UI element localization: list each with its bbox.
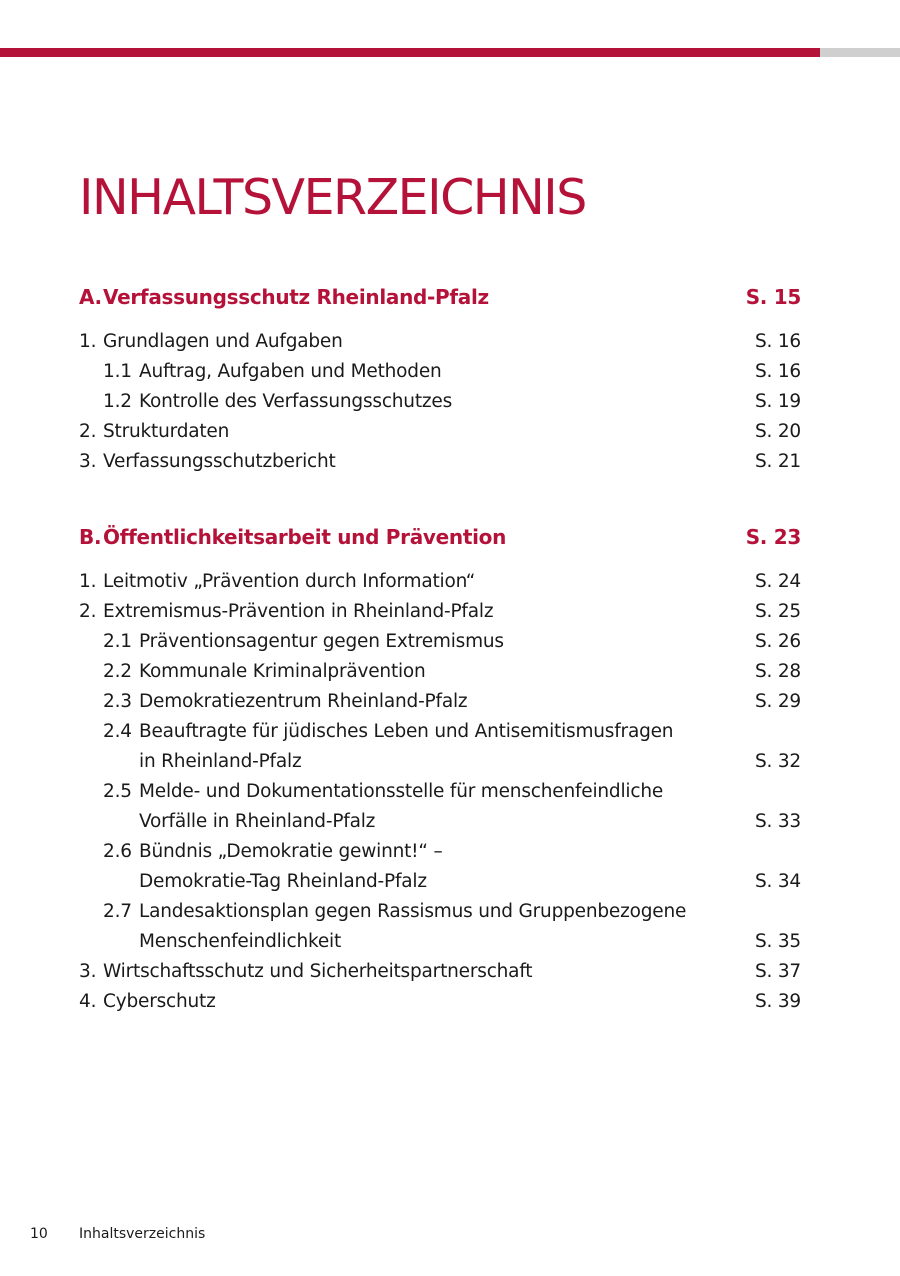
entry-title-line-2: in Rheinland-Pfalz [139,751,302,772]
entry-page: S. 16 [754,331,801,352]
entry-page: S. 26 [754,631,801,652]
entry-title: Strukturdaten [103,421,230,442]
toc-entry[interactable] [79,567,801,597]
toc-section-b [79,521,801,1017]
entry-title: Wirtschaftsschutz und Sicherheitspartnerschaft [103,961,533,982]
entry-number: 4. [79,991,97,1012]
entry-title-line-2: Vorfälle in Rheinland-Pfalz [139,811,376,832]
entry-number: 2.6 [103,841,132,862]
toc-entry[interactable] [79,687,801,717]
entry-number: 2.5 [103,781,132,802]
page-footer [30,1224,205,1244]
entry-number: 2.4 [103,721,132,742]
entry-page: S. 25 [754,601,801,622]
entry-title: Cyberschutz [103,991,216,1012]
section-title: Verfassungsschutz Rheinland-Pfalz [103,285,489,309]
entry-page: S. 35 [754,931,801,952]
toc-section-heading[interactable] [79,281,801,313]
entry-title-line-2: Demokratie-Tag Rheinland-Pfalz [139,871,427,892]
toc-entry[interactable] [79,597,801,627]
toc-entry[interactable] [79,417,801,447]
footer-label: Inhaltsverzeichnis [79,1226,206,1242]
toc-entry[interactable] [79,657,801,687]
entry-page: S. 16 [754,361,801,382]
entry-title-line-2: Menschenfeindlichkeit [139,931,342,952]
entry-title-line-1: Bündnis „Demokratie gewinnt!“ – [139,841,443,862]
entry-number: 2.1 [103,631,132,652]
entry-page: S. 39 [754,991,801,1012]
entry-number: 2.7 [103,901,132,922]
entry-title: Verfassungsschutzbericht [103,451,336,472]
entry-page: S. 24 [754,571,801,592]
entry-number: 3. [79,451,97,472]
entry-page: S. 20 [754,421,801,442]
entry-number: 2. [79,421,97,442]
entry-number: 1.2 [103,391,132,412]
entry-title-line-1: Beauftragte für jüdisches Leben und Antisemitismusfragen [139,721,674,742]
toc-entry[interactable] [79,327,801,357]
entry-title: Extremismus-Prävention in Rheinland-Pfalz [103,601,494,622]
section-page: S. 15 [745,285,801,309]
entry-number: 1.1 [103,361,132,382]
toc-entry[interactable] [79,837,801,897]
section-letter: B. [79,525,102,549]
entry-number: 3. [79,961,97,982]
entry-title: Präventionsagentur gegen Extremismus [139,631,504,652]
entry-page: S. 33 [754,811,801,832]
entry-title: Kontrolle des Verfassungsschutzes [139,391,453,412]
toc-entry[interactable] [79,387,801,417]
entry-number: 2. [79,601,97,622]
toc-entry[interactable] [79,627,801,657]
toc-entry[interactable] [79,717,801,777]
section-title: Öffentlichkeitsarbeit und Prävention [103,525,507,549]
entry-number: 2.3 [103,691,132,712]
toc-section-heading[interactable] [79,521,801,553]
page-title: INHALTSVERZEICHNIS [79,169,586,226]
entry-number: 2.2 [103,661,132,682]
entry-title-line-1: Landesaktionsplan gegen Rassismus und Gruppenbezogene [139,901,687,922]
toc-entry[interactable] [79,897,801,957]
entry-title: Kommunale Kriminalprävention [139,661,426,682]
entry-page: S. 37 [754,961,801,982]
top-grey-bar [820,48,900,57]
section-letter: A. [79,285,102,309]
entry-page: S. 28 [754,661,801,682]
entry-title-line-1: Melde- und Dokumentationsstelle für menschenfeindliche [139,781,664,802]
entry-page: S. 21 [754,451,801,472]
entry-page: S. 29 [754,691,801,712]
entry-title: Auftrag, Aufgaben und Methoden [139,361,442,382]
entry-number: 1. [79,331,97,352]
entry-number: 1. [79,571,97,592]
entry-page: S. 32 [754,751,801,772]
footer-page-number: 10 [30,1226,48,1242]
toc-entry[interactable] [79,777,801,837]
toc-entry[interactable] [79,987,801,1017]
toc-entry[interactable] [79,957,801,987]
toc-section-a [79,281,801,477]
toc-entry[interactable] [79,447,801,477]
entry-page: S. 34 [754,871,801,892]
section-page: S. 23 [745,525,801,549]
entry-page: S. 19 [754,391,801,412]
top-accent-bar [0,48,820,57]
entry-title: Grundlagen und Aufgaben [103,331,343,352]
entry-title: Leitmotiv „Prävention durch Information“ [103,571,476,592]
entry-title: Demokratiezentrum Rheinland-Pfalz [139,691,468,712]
toc-entry[interactable] [79,357,801,387]
